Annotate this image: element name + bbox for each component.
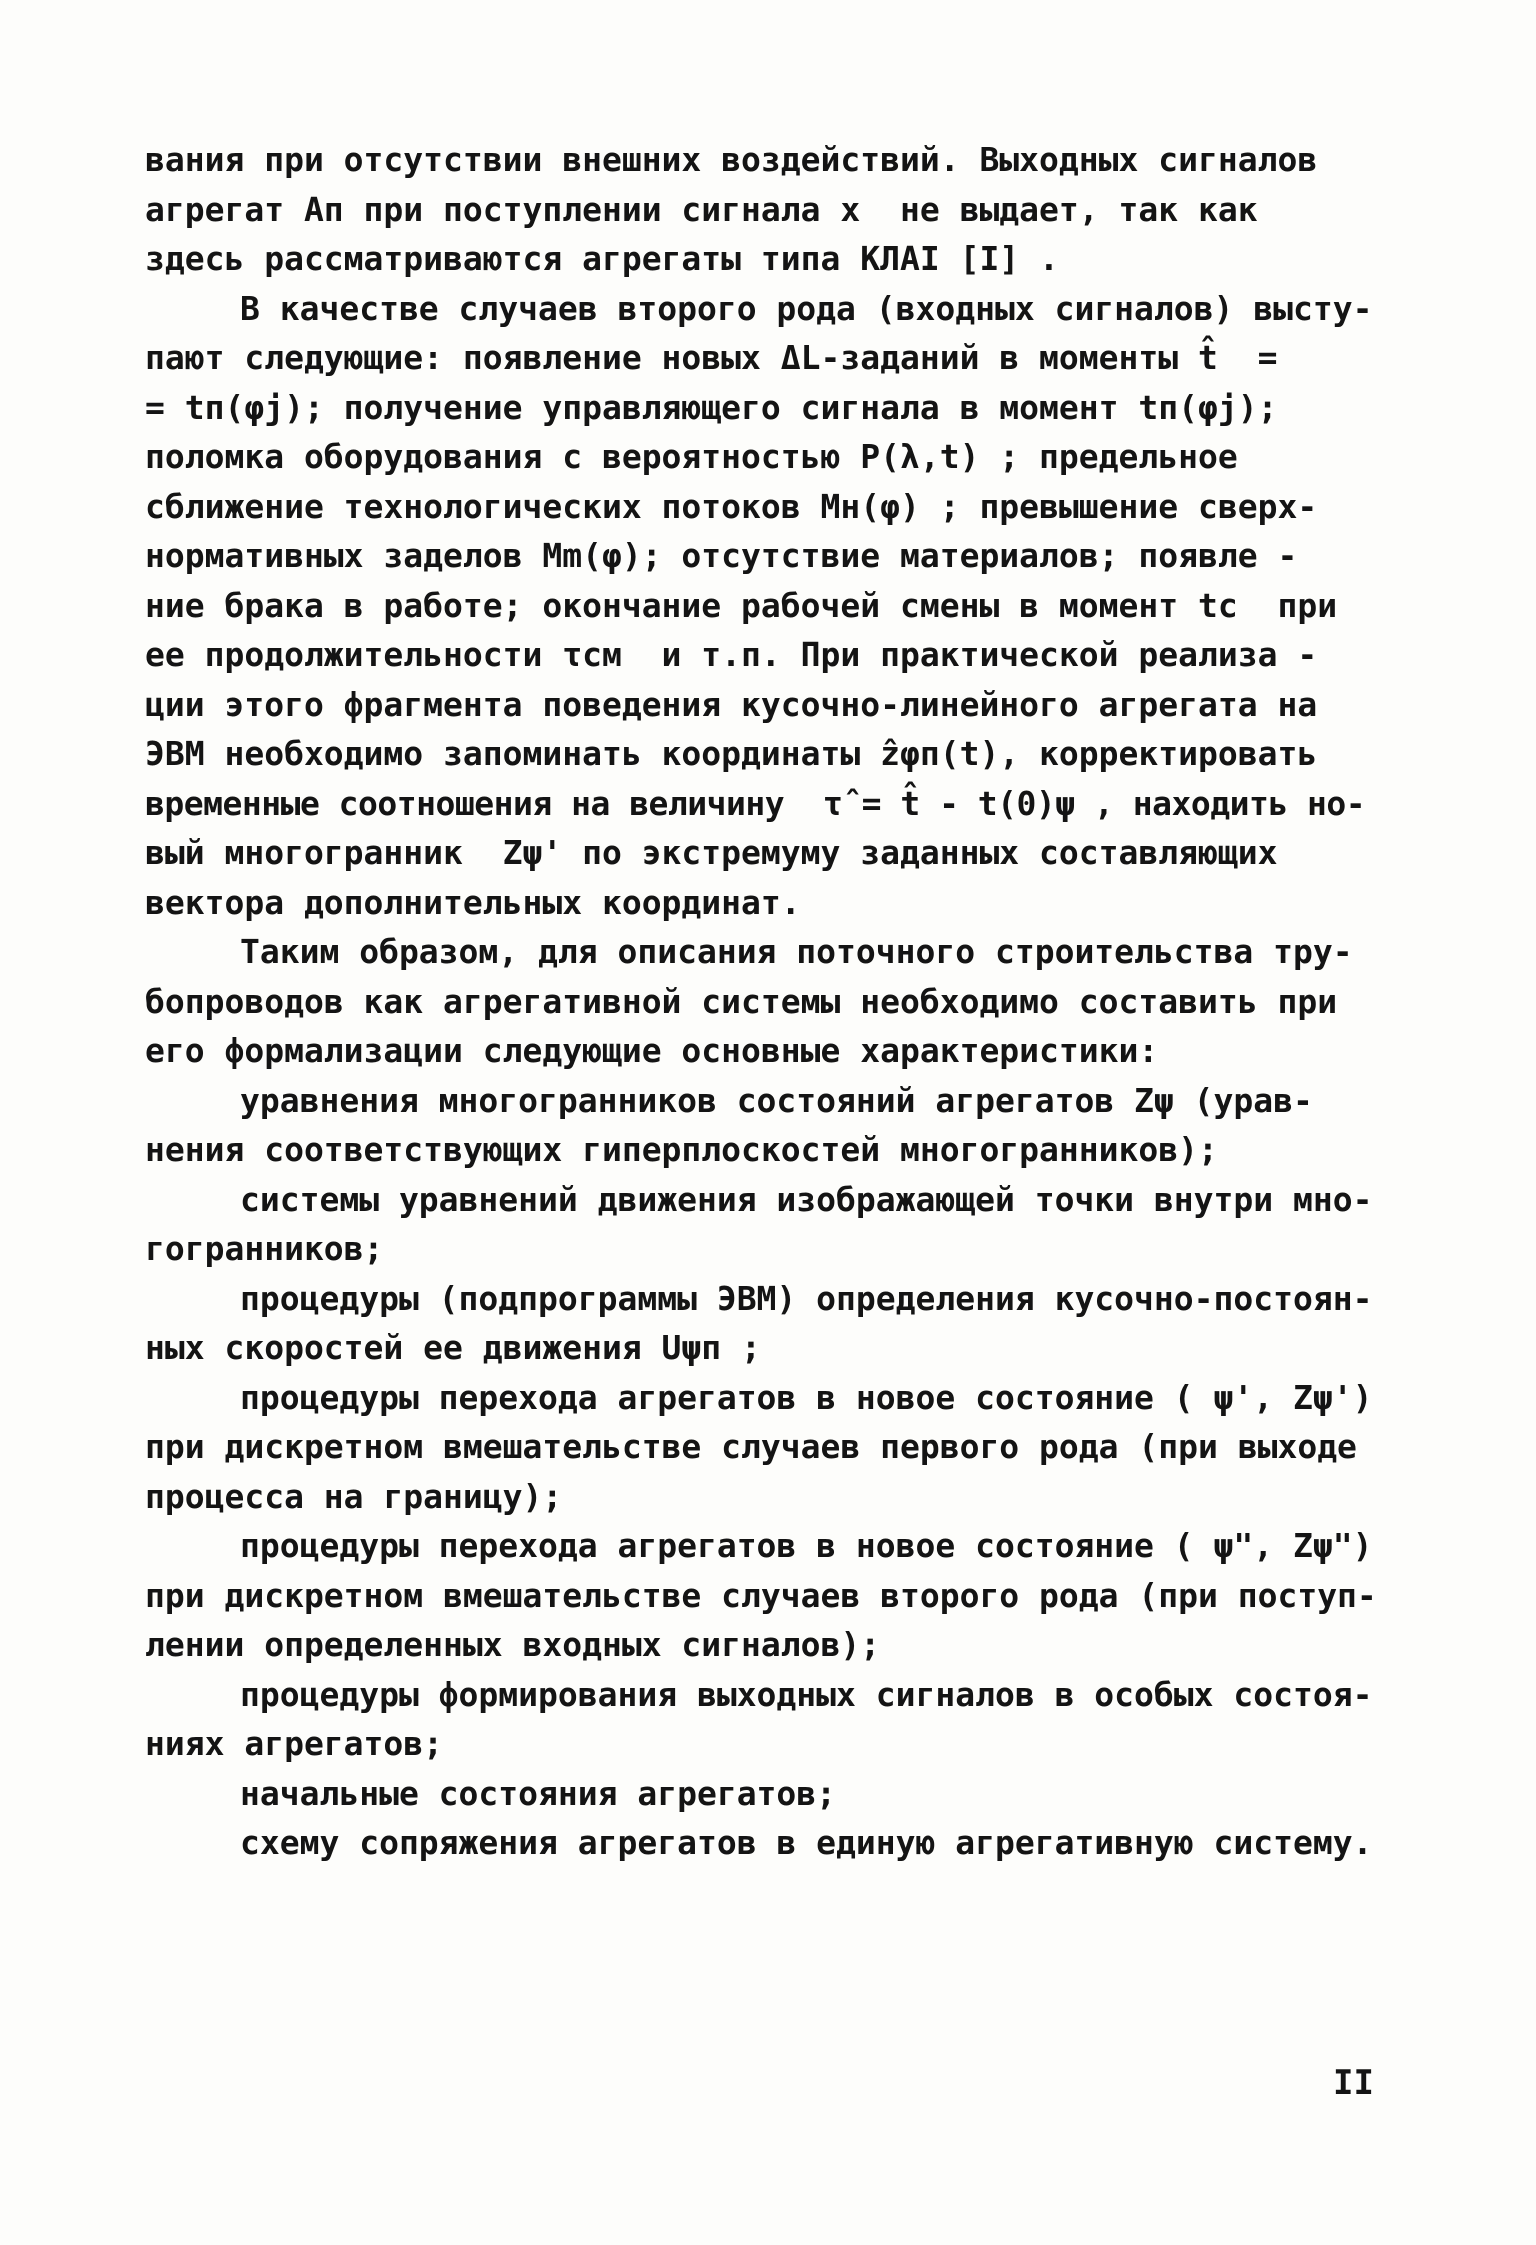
text-line: поломка оборудования с вероятностью P(λ,t) ; предельное xyxy=(145,437,1238,476)
text-line: вый многогранник Zψ' по экстремуму заданных составляющих xyxy=(145,833,1278,872)
paragraph-start-line: В качестве случаев второго рода (входных сигналов) высту- xyxy=(240,288,1373,328)
text-line: агрегат Aп при поступлении сигнала x не выдает, так как xyxy=(145,189,1258,229)
text-line: ниях агрегатов; xyxy=(145,1724,444,1763)
text-line: здесь рассматриваются агрегаты типа КЛАI [I] . xyxy=(145,239,1059,278)
text-line: пают следующие: появление новых ΔL-заданий в моменты t̂ = xyxy=(145,338,1278,377)
text-line: при дискретном вмешательстве случаев первого рода (при выходе xyxy=(145,1427,1357,1466)
text-line: ние брака в работе; окончание рабочей смены в момент tc при xyxy=(145,585,1338,625)
text-line: гогранников; xyxy=(145,1229,384,1268)
text-line: ее продолжительности τсм и т.п. При практической реализа - xyxy=(145,635,1318,674)
list-item-line: процедуры формирования выходных сигналов в особых состоя- xyxy=(240,1674,1373,1714)
text-line: при дискретном вмешательстве случаев второго рода (при поступ- xyxy=(145,1575,1377,1615)
text-line: процесса на границу); xyxy=(145,1476,563,1516)
paragraph-start-line: Таким образом, для описания поточного строительства тру- xyxy=(240,932,1353,971)
text-line: лении определенных входных сигналов); xyxy=(145,1625,881,1664)
text-line: сближение технологических потоков Mн(φ) ; превышение сверх- xyxy=(145,486,1318,526)
text-line: ных скоростей ее движения Uψп ; xyxy=(145,1328,761,1367)
text-line: временные соотношения на величину τ̂ = t̂ - t(0)ψ , находить но- xyxy=(145,783,1366,823)
list-item-line: системы уравнений движения изображающей точки внутри мно- xyxy=(240,1179,1373,1219)
text-line: вания при отсутствии внешних воздействий. Выходных сигналов xyxy=(145,140,1318,179)
text-line: ЭВМ необходимо запоминать координаты ẑφп(t), корректировать xyxy=(145,734,1318,773)
list-item-line: начальные состояния агрегатов; xyxy=(240,1773,837,1813)
list-item-line: уравнения многогранников состояний агрегатов Zψ (урав- xyxy=(240,1080,1313,1120)
text-line: его формализации следующие основные характеристики: xyxy=(145,1031,1159,1070)
text-line: ции этого фрагмента поведения кусочно-линейного агрегата на xyxy=(145,684,1318,724)
text-line: = tп(φj); получение управляющего сигнала в момент tп(φj); xyxy=(145,387,1278,427)
text-line: бопроводов как агрегативной системы необходимо составить при xyxy=(145,981,1338,1021)
list-item-line: процедуры перехода агрегатов в новое состояние ( ψ", Zψ") xyxy=(240,1526,1373,1565)
body-text xyxy=(145,135,1395,1868)
text-line: вектора дополнительных координат. xyxy=(145,882,801,922)
list-item-line: схему сопряжения агрегатов в единую агрегативную систему. xyxy=(240,1823,1373,1862)
text-line: нормативных заделов Mm(φ); отсутствие материалов; появле - xyxy=(145,536,1298,575)
page-number: II xyxy=(1333,2063,1374,2103)
list-item-line: процедуры перехода агрегатов в новое состояние ( ψ', Zψ') xyxy=(240,1377,1373,1417)
text-line: нения соответствующих гиперплоскостей многогранников); xyxy=(145,1130,1218,1169)
list-item-line: процедуры (подпрограммы ЭВМ) определения кусочно-постоян- xyxy=(240,1278,1373,1318)
